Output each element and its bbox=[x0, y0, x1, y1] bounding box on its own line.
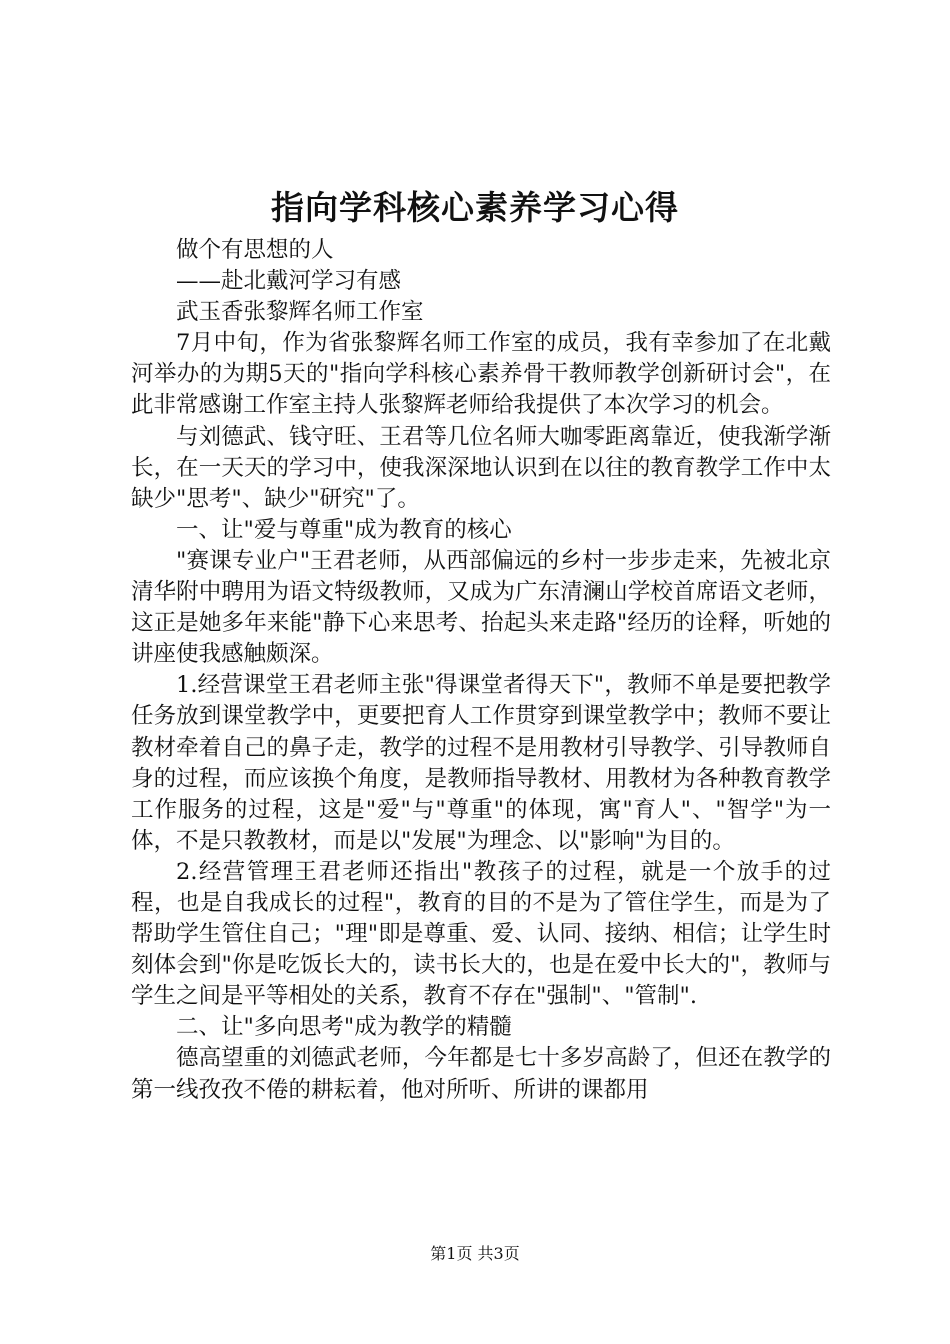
document-body bbox=[131, 235, 831, 1106]
paragraph: ——赴北戴河学习有感 bbox=[176, 268, 402, 295]
paragraph: 2.经营管理王君老师还指出"教孩子的过程，就是一个放手的过程，也是自我成长的过程"，教育的目的不是为了管住学生，而是为了帮助学生管住自己；"理"即是尊重、爱、认同、接纳、相信；让学生时刻体会到"你是吃饭长大的，读书长大的，也是在爱中长大的"，教师与学生之间是平等相处的关系，教育不存在"强制"、"管制". bbox=[131, 858, 831, 1010]
paragraph: 与刘德武、钱守旺、王君等几位名师大咖零距离靠近，使我渐学渐长，在一天天的学习中，使我深深地认识到在以往的教育教学工作中太缺少"思考"、缺少"研究"了。 bbox=[131, 423, 831, 512]
paragraph: 7月中旬，作为省张黎辉名师工作室的成员，我有幸参加了在北戴河举办的为期5天的"指向学科核心素养骨干教师教学创新研讨会"，在此非常感谢工作室主持人张黎辉老师给我提供了本次学习的机会。 bbox=[131, 330, 831, 419]
paragraph: 武玉香张黎辉名师工作室 bbox=[176, 299, 424, 326]
section-heading: 二、让"多向思考"成为教学的精髓 bbox=[176, 1014, 512, 1041]
page-number: 第1页 共3页 bbox=[430, 1244, 520, 1263]
document-title: 指向学科核心素养学习心得 bbox=[271, 188, 679, 227]
paragraph: 1.经营课堂王君老师主张"得课堂者得天下"，教师不单是要把教学任务放到课堂教学中，更要把育人工作贯穿到课堂教学中；教师不要让教材牵着自己的鼻子走，教学的过程不是用教材引导教学、引导教师自身的过程，而应该换个角度，是教师指导教材、用教材为各种教育教学工作服务的过程，这是"爱"与"尊重"的体现，寓"育人"、"智学"为一体，不是只教教材，而是以"发展"为理念、以"影响"为目的。 bbox=[131, 672, 831, 854]
section-heading: 一、让"爱与尊重"成为教育的核心 bbox=[176, 516, 512, 543]
paragraph: 德高望重的刘德武老师，今年都是七十多岁高龄了，但还在教学的第一线孜孜不倦的耕耘着，他对所听、所讲的课都用 bbox=[131, 1045, 831, 1103]
paragraph: 做个有思想的人 bbox=[176, 237, 334, 263]
paragraph: "赛课专业户"王君老师，从西部偏远的乡村一步步走来，先被北京清华附中聘用为语文特级教师，又成为广东清澜山学校首席语文老师，这正是她多年来能"静下心来思考、抬起头来走路"经历的诠释，听她的讲座使我感触颇深。 bbox=[131, 547, 831, 668]
